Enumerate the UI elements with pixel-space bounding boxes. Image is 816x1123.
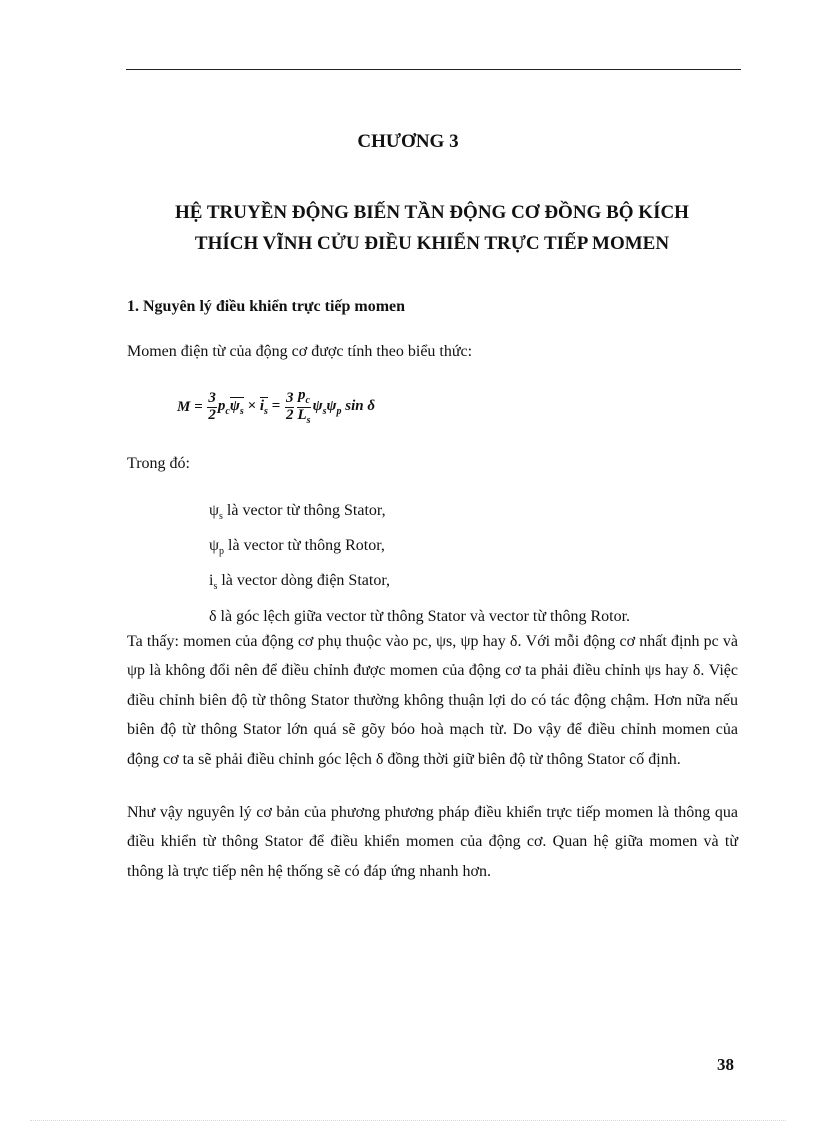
paragraph-1: Ta thấy: momen của động cơ phụ thuộc vào pc, ψs, ψp hay δ. Với mỗi động cơ nhất định pc và ψp là không đổi nên để điều chỉnh được momen của động cơ ta phải điều chỉnh ψs hay δ. Việc điều chỉnh biên độ từ thông Stator thường không thuận lợi do có tác động chậm. Hơn nữa nếu biên độ từ thông Stator lớn quá sẽ gõy bóo hoà mạch từ. Do vậy để điều chỉnh momen của động cơ ta sẽ phải điều chỉnh góc lệch δ đồng thời giữ biên độ từ thông Stator cố định. [127,633,738,768]
chapter-heading: CHƯƠNG 3 [357,131,459,152]
footer-dotted-line [30,1120,786,1121]
page-number: 38 [717,1055,734,1074]
where-label: Trong đó: [127,455,190,472]
definition-list [209,496,630,631]
paragraph-2: Như vậy nguyên lý cơ bản của phương phương pháp điều khiển trực tiếp momen là thông qua điều khiển từ thông Stator để điều khiển momen của động cơ. Quan hệ giữa momen và từ thông là trực tiếp nên hệ thống sẽ có đáp ứng nhanh hơn. [127,804,738,880]
definition-item: $\psi_p$ là vector từ thông Rotor, [209,537,385,558]
definition-item: $i_s$ là vector dòng điện Stator, [209,572,391,593]
torque-formula: M = $\frac{3}{2}$ $p_c\psi_s \times i_s$ = $\frac{3}{2}$ $\frac{p_c}{L_s}$ $\psi_s\psi_p$ sin δ [177,387,376,426]
definition-item: δ là góc lệch giữa vector từ thông Stator và vector từ thông Rotor. [209,607,631,625]
chapter-title-line-2: THÍCH VĨNH CỬU ĐIỀU KHIỂN TRỰC TIẾP MOMEN [194,233,670,254]
chapter-title-line-1: HỆ TRUYỀN ĐỘNG BIẾN TẦN ĐỘNG CƠ ĐỒNG BỘ KÍCH [175,202,689,223]
section-heading: 1. Nguyên lý điều khiển trực tiếp momen [127,298,406,315]
definition-item: $\psi_s$ là vector từ thông Stator, [209,502,386,523]
chapter-title [120,197,744,259]
header-rule [126,69,741,70]
intro-text: Momen điện từ của động cơ được tính theo biểu thức: [127,343,473,360]
